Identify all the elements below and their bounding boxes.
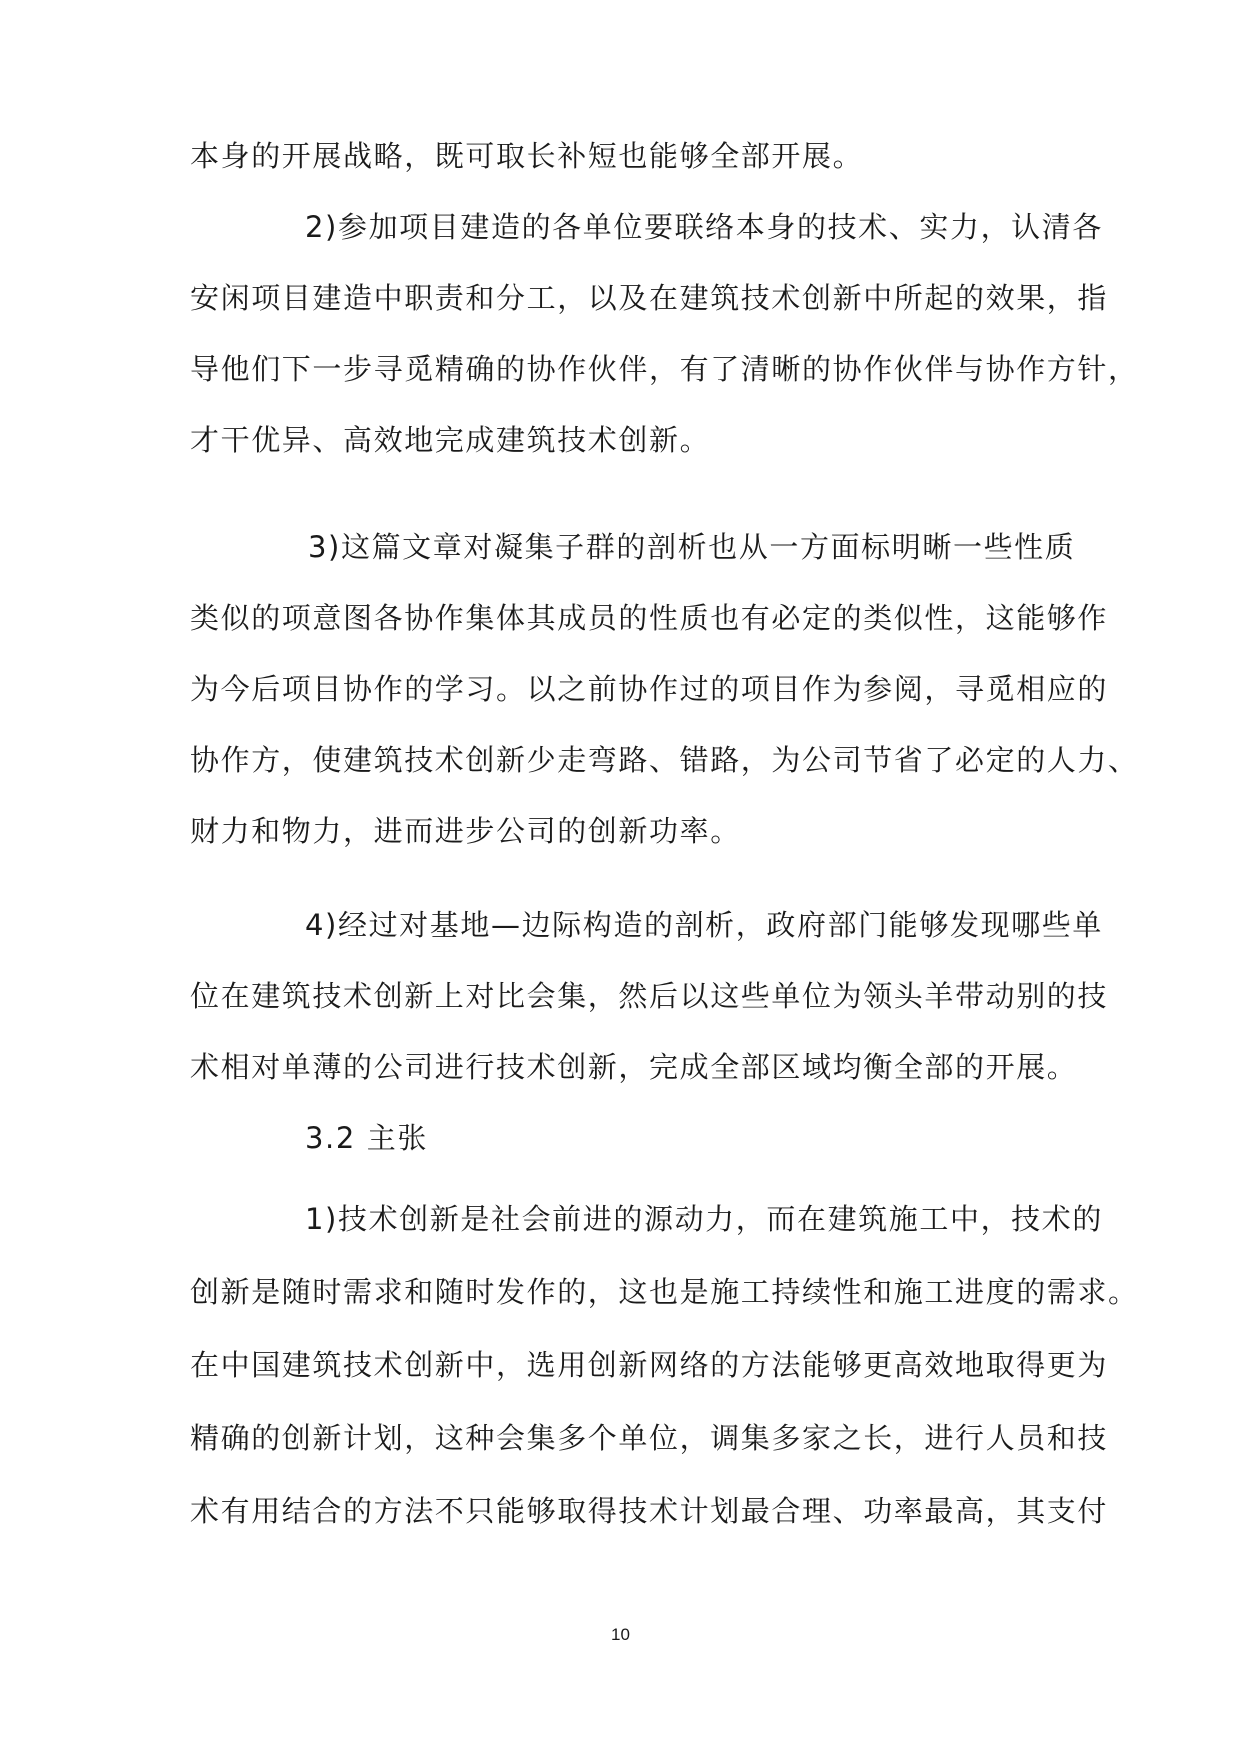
text-line-9: 协作方，使建筑技术创新少走弯路、错路，为公司节省了必定的人力、 (190, 743, 1139, 777)
text-line-10: 财力和物力，进而进步公司的创新功率。 (190, 814, 741, 848)
text-line-17: 在中国建筑技术创新中，选用创新网络的方法能够更高效地取得更为 (190, 1348, 1109, 1382)
page-number: 10 (611, 1625, 630, 1644)
text-line-7: 类似的项意图各协作集体其成员的性质也有必定的类似性，这能够作 (190, 601, 1109, 635)
text-line-19: 术有用结合的方法不只能够取得技术计划最合理、功率最高，其支付 (190, 1494, 1109, 1528)
text-line-18: 精确的创新计划，这种会集多个单位，调集多家之长，进行人员和技 (190, 1421, 1109, 1455)
text-line-5: 才干优异、高效地完成建筑技术创新。 (190, 423, 711, 457)
text-line-6: 3)这篇文章对凝集子群的剖析也从一方面标明晰一些性质 (308, 530, 1076, 564)
text-line-2: 2)参加项目建造的各单位要联络本身的技术、实力，认清各 (305, 210, 1103, 244)
section-heading: 3.2 主张 (305, 1121, 428, 1155)
text-line-8: 为今后项目协作的学习。以之前协作过的项目作为参阅，寻觅相应的 (190, 672, 1109, 706)
text-line-11: 4)经过对基地—边际构造的剖析，政府部门能够发现哪些单 (305, 908, 1103, 942)
text-line-16: 创新是随时需求和随时发作的，这也是施工持续性和施工进度的需求。 (190, 1275, 1139, 1309)
text-line-12: 位在建筑技术创新上对比会集，然后以这些单位为领头羊带动别的技 (190, 979, 1109, 1013)
text-line-1: 本身的开展战略，既可取长补短也能够全部开展。 (190, 139, 864, 173)
text-line-4: 导他们下一步寻觅精确的协作伙伴，有了清晰的协作伙伴与协作方针， (190, 352, 1139, 386)
text-line-15: 1)技术创新是社会前进的源动力，而在建筑施工中，技术的 (305, 1202, 1103, 1236)
text-line-13: 术相对单薄的公司进行技术创新，完成全部区域均衡全部的开展。 (190, 1050, 1078, 1084)
text-line-3: 安闲项目建造中职责和分工，以及在建筑技术创新中所起的效果，指 (190, 281, 1109, 315)
